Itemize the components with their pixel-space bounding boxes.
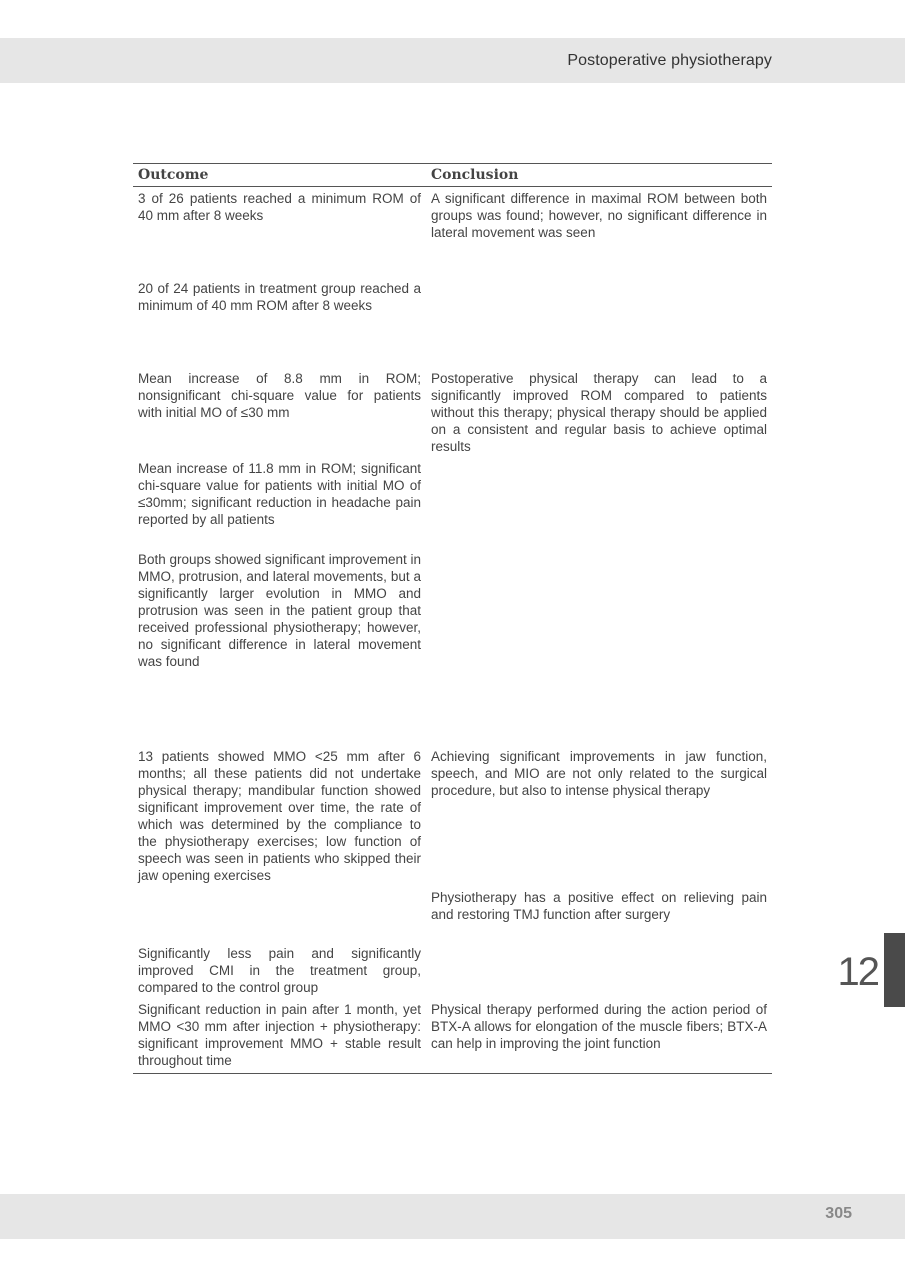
table-cell-conclusion: Postoperative physical therapy can lead to a significantly improved ROM compared to patients without this therapy; physical therapy should be applied on a consistent and regular basis to achieve optimal results: [431, 371, 767, 454]
running-footer: [0, 1194, 905, 1239]
chapter-thumb-tab: [884, 933, 905, 1007]
outcome-table: [133, 163, 772, 187]
table-cell-conclusion: A significant difference in maximal ROM between both groups was found; however, no significant difference in lateral movement was seen: [431, 191, 767, 240]
table-cell-conclusion: Physical therapy performed during the action period of BTX-A allows for elongation of the muscle fibers; BTX-A can help in improving the joint function: [431, 1002, 767, 1051]
column-header-conclusion: Conclusion: [431, 167, 519, 183]
chapter-number: 12: [837, 950, 878, 994]
table-cell-outcome: Significantly less pain and significantly improved CMI in the treatment group, compared to the control group: [138, 946, 421, 995]
table-header-row: [133, 163, 772, 187]
table-cell-outcome: Mean increase of 11.8 mm in ROM; significant chi-square value for patients with initial MO of ≤30mm; significant reduction in headache pain reported by all patients: [138, 461, 421, 527]
table-bottom-rule: [133, 1073, 772, 1074]
table-cell-outcome: 3 of 26 patients reached a minimum ROM of 40 mm after 8 weeks: [138, 191, 421, 223]
table-cell-outcome: Mean increase of 8.8 mm in ROM; nonsignificant chi-square value for patients with initial MO of ≤30 mm: [138, 371, 421, 420]
page-number: 305: [825, 1205, 852, 1222]
table-cell-outcome: Significant reduction in pain after 1 month, yet MMO <30 mm after injection + physiotherapy: significant improvement MMO + stable result throughout time: [138, 1002, 421, 1068]
table-cell-conclusion: Achieving significant improvements in jaw function, speech, and MIO are not only related to the surgical procedure, but also to intense physical therapy: [431, 749, 767, 798]
running-header-title: Postoperative physiotherapy: [567, 52, 772, 69]
running-header: [0, 38, 905, 83]
table-cell-outcome: 20 of 24 patients in treatment group reached a minimum of 40 mm ROM after 8 weeks: [138, 281, 421, 313]
table-cell-conclusion: Physiotherapy has a positive effect on relieving pain and restoring TMJ function after surgery: [431, 890, 767, 922]
column-header-outcome: Outcome: [138, 167, 209, 183]
table-cell-outcome: 13 patients showed MMO <25 mm after 6 months; all these patients did not undertake physical therapy; mandibular function showed significant improvement over time, the rate of which was determined by the compliance to the physiotherapy exercises; low function of speech was seen in patients who skipped their jaw opening exercises: [138, 749, 421, 883]
table-cell-outcome: Both groups showed significant improvement in MMO, protrusion, and lateral movements, but a significantly larger evolution in MMO and protrusion was seen in the patient group that received professional physiotherapy; however, no significant difference in lateral movement was found: [138, 552, 421, 669]
